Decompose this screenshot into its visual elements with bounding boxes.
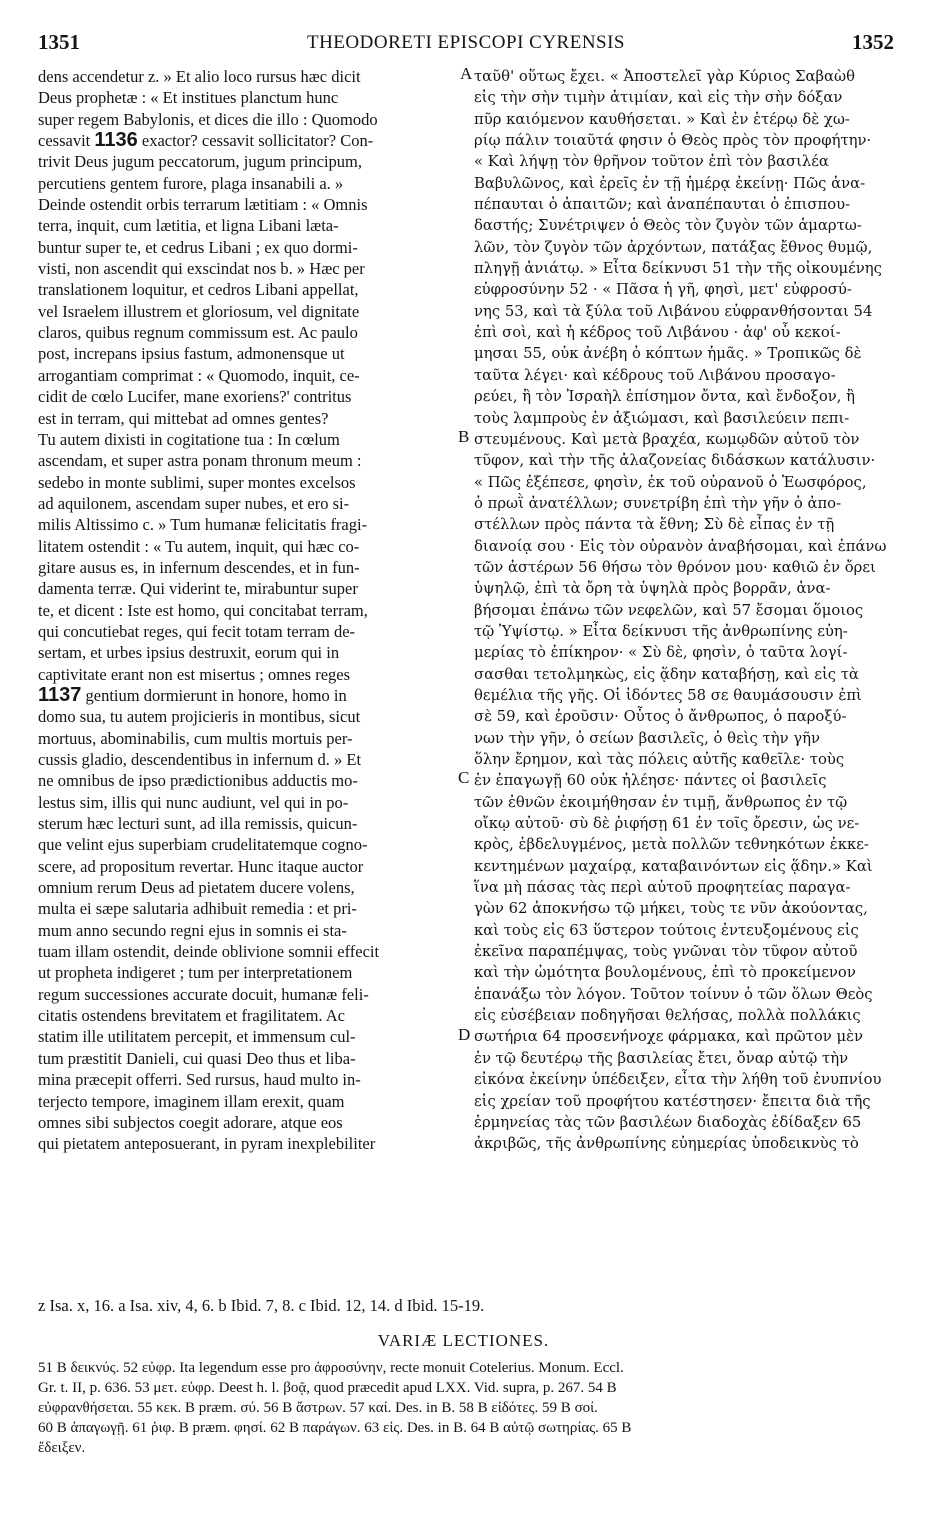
text-line: qui pietatem anteposuerant, in pyram inexplebiliter <box>38 1134 376 1154</box>
text-line: ἔδειξεν. <box>38 1440 86 1456</box>
text-line: ἐπὶ σοὶ, καὶ ἡ κέδρος τοῦ Λιβάνου · ἀφ' οὗ κεκοί- <box>474 324 841 342</box>
text-line: κρὸς, ἐβδελυγμένος, μετὰ πολλῶν τεθνηκότων ἐκκε- <box>474 836 869 854</box>
text-line: κεντημένων μαχαίρᾳ, καταβαινόντων εἰς ᾅδην.» Καὶ <box>474 857 873 875</box>
text-line: Gr. t. II, p. 636. 53 μετ. εὐφρ. Deest h. l. βοᾷ, quod præcedit apud LXX. Vid. supra, p. 267. 54 B <box>38 1380 617 1396</box>
text-line: εἰς τὴν σὴν τιμὴν ἀτιμίαν, καὶ εἰς τὴν σὴν δόξαν <box>474 89 843 107</box>
page-number-right: 1352 <box>852 30 894 54</box>
text-line: sterum hæc lecturi sunt, ad illa remissis, quicun- <box>38 814 358 834</box>
text-line: τῶν ἀστέρων 56 θήσω τὸν θρόνον μου· καθιῶ ἐν ὄρει <box>474 558 876 576</box>
text-line: terjecto tempore, imaginem illam erexit, quam <box>38 1091 345 1111</box>
page-header <box>38 30 894 60</box>
text-line: ὁ πρωῒ ἀνατέλλων; συνετρίβη ἐπὶ τὴν γῆν ὁ ἀπο- <box>474 494 842 512</box>
text-line: γὼν 62 ἀποκνήσω τῷ μήκει, τοὺς τε νῦν ἀκούοντας, <box>474 900 868 918</box>
text-line: percutiens gentem furore, plaga insanabili a. » <box>38 173 344 193</box>
text-line: μερίας τὸ ἐπίκηρον· « Σὺ δὲ, φησὶν, ὁ ταῦτα λογί- <box>474 644 848 662</box>
text-line: damenta terræ. Qui viderint te, mirabuntur super <box>38 579 358 599</box>
text-line: te, et dicent : Iste est homo, qui concitabat terram, <box>38 600 368 620</box>
footnotes: z Isa. x, 16. a Isa. xiv, 4, 6. b Ibid. 7, 8. c Ibid. 12, 14. d Ibid. 15-19. <box>38 1296 485 1315</box>
text-line: sertam, et urbes ipsius destruxit, eorum qui in <box>38 643 340 663</box>
text-line: εὐφρανθήσεται. 55 κεκ. B præm. σύ. 56 B ἄστρων. 57 καί. Des. in B. 58 B εἰδότες. 59 B σοί. <box>38 1400 598 1416</box>
text-line: μησαι 55, οὐκ ἀνέβη ὁ κόπτων ἡμᾶς. » Τροπικῶς δὲ <box>474 345 862 363</box>
margin-letter-b: B <box>458 427 470 446</box>
text-line: σωτήρια 64 προσενήνοχε φάρμακα, καὶ πρῶτον μὲν <box>474 1028 864 1046</box>
text-line: ἐν ἐπαγωγῇ 60 οὐκ ἠλέησε· πάντες οἱ βασιλεῖς <box>474 772 827 790</box>
text-line: Deinde ostendit orbis terrarum lætitiam : « Omnis <box>38 195 368 215</box>
text-line: Tu autem dixisti in cogitatione tua : In cœlum <box>38 429 340 449</box>
text-line: post, increpans ipsius fastum, admonensque ut <box>38 344 345 364</box>
page-number-left: 1351 <box>38 30 80 54</box>
text-line: ἀκριβῶς, τῆς ἀνθρωπίνης εὐημερίας ὑποδεικνὺς τὸ <box>474 1135 859 1153</box>
text-line: ρίῳ πάλιν τοιαῦτά φησιν ὁ Θεὸς πρὸς τὸν προφήτην· <box>474 132 872 150</box>
text-line: βήσομαι ἐπάνω τῶν νεφελῶν, καὶ 57 ἔσομαι ὅμοιος <box>474 601 864 619</box>
text-line: εἰς χρείαν τοῦ προφήτου κατέστησεν· ἔπειτα διὰ τῆς <box>474 1092 871 1110</box>
text-line: dens accendetur z. » Et alio loco rursus hæc dicit <box>38 67 361 86</box>
text-line: σὲ 59, καὶ ἐροῦσιν· Οὗτος ὁ ἄνθρωπος, ὁ παροξύ- <box>474 708 847 726</box>
text-line: τῷ Ὑψίστῳ. » Εἶτα δείκνυσι τῆς ἀνθρωπίνης εὐη- <box>474 622 848 640</box>
text-line: πέπαυται ὁ ἀπαιτῶν; καὶ ἀναπέπαυται ὁ ἐπισπου- <box>474 196 851 214</box>
text-line: 1137 gentium dormierunt in honore, homo in <box>38 684 347 706</box>
text-line: ad aquilonem, ascendam super nubes, et ero si- <box>38 493 350 513</box>
text-line: litatem ostendit : « Tu autem, inquit, qui hæc co- <box>38 536 360 556</box>
text-line: « Πῶς ἐξέπεσε, φησὶν, ἐκ τοῦ οὐρανοῦ ὁ Ἑωσφόρος, <box>474 473 867 491</box>
text-line: τῦφον, καὶ τὴν τῆς ἀλαζονείας διδάσκων κατάλυσιν· <box>474 452 876 470</box>
text-line: scere, ad propositum revertar. Hunc itaque auctor <box>38 856 364 876</box>
running-title: THEODORETI EPISCOPI CYRENSIS <box>306 32 626 53</box>
text-line: buntur super te, et cedrus Libani ; ex quo dormi- <box>38 237 358 257</box>
text-line: qui concutiebat reges, qui fecit totam terram de- <box>38 621 356 641</box>
text-line: τῶν ἐθνῶν ἐκοιμήθησαν ἐν τιμῇ, ἄνθρωπος ἐν τῷ <box>474 793 848 811</box>
text-line: mina præcepit offerri. Sed rursus, haud multo in- <box>38 1070 361 1090</box>
text-line: terra, inquit, cum lætitia, et ligna Libani læta- <box>38 216 339 236</box>
variae-lectiones-title: VARIÆ LECTIONES. <box>377 1331 550 1350</box>
text-line: σασθαι τετολμηκὼς, εἰς ᾅδην καταβήσῃ, καὶ εἰς τὰ <box>474 665 859 683</box>
margin-letter-a: A <box>460 64 473 83</box>
text-line: visti, non ascendit qui exscindat nos b. » Hæc per <box>38 259 365 279</box>
text-line: ἐν τῷ δευτέρῳ τῆς βασιλείας ἔτει, ὄναρ αὐτῷ τὴν <box>474 1049 849 1067</box>
text-line: mortuus, abominabilis, cum multis mortuis per- <box>38 728 353 748</box>
text-line: sedebo in monte sublimi, super montes excelsos <box>38 472 356 492</box>
variae-lectiones-text <box>38 1358 898 1458</box>
text-line: que velint ejus superbiam crudelitatemque cogno- <box>38 835 368 855</box>
latin-column <box>38 66 458 1155</box>
text-line: πῦρ καιόμενον καυθήσεται. » Καὶ ἐν ἑτέρῳ δὲ χω- <box>474 110 850 128</box>
text-line: εἰς εὐσέβειαν ποδηγῆσαι θελήσας, πολλὰ πολλάκις <box>474 1007 861 1025</box>
text-line: πληγῇ ἀνιάτῳ. » Εἶτα δείκνυσι 51 τὴν τῆς οἰκουμένης <box>474 260 882 278</box>
greek-column <box>474 66 894 1155</box>
text-line: ταῦθ' οὕτως ἔχει. « Ἀποστελεῖ γὰρ Κύριος Σαβαὼθ <box>474 68 856 85</box>
text-line: ὑψηλῷ, ἐπὶ τὰ ὄρη τὰ ὑψηλὰ πρὸς βορρᾶν, ἀνα- <box>474 580 831 598</box>
text-line: multa ei sæpe salutaria adhibuit remedia : et pri- <box>38 899 357 919</box>
text-line: ἐπανάξω τὸν λόγον. Τοῦτον τοίνυν ὁ τῶν ὅλων Θεὸς <box>474 985 873 1003</box>
text-line: ἵνα μὴ πάσας τὰς περὶ αὐτοῦ προφητείας παραγα- <box>474 879 851 897</box>
text-line: ἑρμηνείας τὰς τῶν βασιλέων διαδοχὰς ἐδίδαξεν 65 <box>474 1113 862 1131</box>
text-line: ταῦτα λέγει· καὶ κέδρους τοῦ Λιβάνου προσαγο- <box>474 366 836 384</box>
text-line: νων τὴν γῆν, ὁ σείων βασιλεῖς, ὁ θεὶς τὴν γῆν <box>474 729 820 747</box>
text-line: cessavit 1136 exactor? cessavit sollicitator? Con- <box>38 130 374 152</box>
text-line: translationem loquitur, et cedros Libani appellat, <box>38 280 359 300</box>
text-line: claros, quibus regnum commissum est. Ac paulo <box>38 323 358 343</box>
text-line: Βαβυλῶνος, καὶ ἐρεῖς ἐν τῇ ἡμέρᾳ ἐκείνῃ· Πῶς ἀνα- <box>474 174 866 192</box>
text-line: vel Israelem illustrem et gloriosum, vel dignitate <box>38 301 360 321</box>
text-line: στέλλων πρὸς πάντα τὰ ἔθνη; Σὺ δὲ εἶπας ἐν τῇ <box>474 516 835 534</box>
text-line: οἴκῳ αὐτοῦ· σὺ δὲ ῥιφήσῃ 61 ἐν τοῖς ὄρεσιν, ὡς νε- <box>474 815 860 833</box>
text-line: 51 B δεικνύς. 52 εὐφρ. Ita legendum esse pro ἀφροσύνην, recte monuit Cotelerius. Monum. Eccl. <box>38 1360 624 1376</box>
text-line: εἰκόνα ἐκείνην ὑπέδειξεν, εἶτα τὴν λήθη τοῦ ἐνυπνίου <box>474 1071 882 1089</box>
text-line: καὶ τοὺς εἰς 63 ὕστερον τούτοις ἐντευξομένους εἰς <box>474 921 859 939</box>
margin-letter-c: C <box>458 768 470 787</box>
text-line: milis Altissimo c. » Tum humanæ felicitatis fragi- <box>38 515 368 535</box>
text-line: cidit de cœlo Lucifer, mane exoriens?' contritus <box>38 387 352 407</box>
text-line: super regem Babylonis, et dices die illo : Quomodo <box>38 109 378 129</box>
text-line: ascendam, et super astra ponam thronum meum : <box>38 451 362 471</box>
text-line: θεμέλια τῆς γῆς. Οἱ ἰδόντες 58 σε θαυμάσουσιν ἐπὶ <box>474 686 862 704</box>
text-line: statim ille utilitatem percepit, et immensum cul- <box>38 1027 356 1047</box>
margin-letter-d: D <box>458 1025 471 1044</box>
text-line: στευμένους. Καὶ μετὰ βραχέα, κωμῳδῶν αὐτοῦ τὸν <box>474 430 860 448</box>
column-number: 1136 <box>94 130 138 152</box>
text-line: δαστής; Συνέτριψεν ὁ Θεὸς τὸν ζυγὸν τῶν ἁμαρτω- <box>474 217 862 235</box>
text-line: citatis ostendens brevitatem et fragilitatem. Ac <box>38 1006 345 1026</box>
text-line: καὶ τὴν ὠμότητα βουλομένους, ἐπὶ τὸ προκείμενον <box>474 964 856 982</box>
text-line: ὅλην ἔρημον, καὶ τὰς πόλεις αὐτῆς καθεῖλε· τοὺς <box>474 751 845 768</box>
text-line: ρεύει, ἢ τὸν Ἰσραὴλ ἐπίσημον ὄντα, καὶ ἔνδοξον, ἢ <box>474 388 856 406</box>
text-line: διανοίᾳ σου · Εἰς τὸν οὐρανὸν ἀναβήσομαι, καὶ ἐπάνω <box>474 537 887 555</box>
text-line: 60 B ἀπαγωγῇ. 61 ῥιφ. B præm. φησί. 62 B παράγων. 63 εἰς. Des. in B. 64 B αὐτῷ σωτηρίας. 65 B <box>38 1420 632 1436</box>
text-line: omnes sibi subjectos coegit adorare, atque eos <box>38 1112 343 1132</box>
text-line: τοὺς λαμπροὺς ἐν ἀξιώμασι, καὶ βασιλεύειν πεπι- <box>474 409 850 427</box>
text-line: « Καὶ λήψῃ τὸν θρῆνον τοῦτον ἐπὶ τὸν βασιλέα <box>474 153 829 171</box>
column-number: 1137 <box>38 684 82 706</box>
text-line: omnium rerum Deus ad pietatem ducere volens, <box>38 878 355 898</box>
text-line: lestus sim, illis qui nunc audiunt, vel qui in po- <box>38 792 349 812</box>
text-line: ne omnibus de ipso prædictionibus adductis mo- <box>38 771 358 791</box>
text-line: domo sua, tu autem projicieris in montibus, sicut <box>38 707 361 727</box>
text-line: gitare ausus es, in infernum descendes, et in fun- <box>38 557 360 577</box>
text-line: trivit Deus jugum peccatorum, jugum principum, <box>38 152 362 172</box>
text-line: Deus prophetæ : « Et institues planctum hunc <box>38 88 339 108</box>
text-line: ut propheta indigeret ; tum per interpretationem <box>38 963 353 983</box>
text-line: est in terram, qui mittebat ad omnes gentes? <box>38 408 329 428</box>
text-line: νης 53, καὶ τὰ ξύλα τοῦ Λιβάνου εὐφρανθήσονται 54 <box>474 302 873 320</box>
text-line: cussis gladio, descendentibus in infernum d. » Et <box>38 750 362 769</box>
text-line: εὐφροσύνην 52 · « Πᾶσα ἡ γῆ, φησὶ, μετ' εὐφροσύ- <box>474 281 852 299</box>
text-line: λῶν, τὸν ζυγὸν τῶν ἀρχόντων, πατάξας ἔθνος θυμῷ, <box>474 238 873 256</box>
text-line: tum præstitit Danieli, cui quasi Deo thus et liba- <box>38 1048 356 1068</box>
text-line: arrogantiam comprimat : « Quomodo, inquit, ce- <box>38 365 360 385</box>
text-line: ἐκεῖνα παραπέμψας, τοὺς γνῶναι τὸν τῦφον αὐτοῦ <box>474 943 858 961</box>
text-line: regum successiones accurate docuit, humanæ feli- <box>38 984 369 1004</box>
text-line: mum anno secundo regni ejus in somnis ei sta- <box>38 920 347 940</box>
text-line: tuam illam ostendit, deinde oblivione somnii effecit <box>38 942 380 962</box>
text-line: captivitate erant non est misertus ; omnes reges <box>38 664 351 684</box>
